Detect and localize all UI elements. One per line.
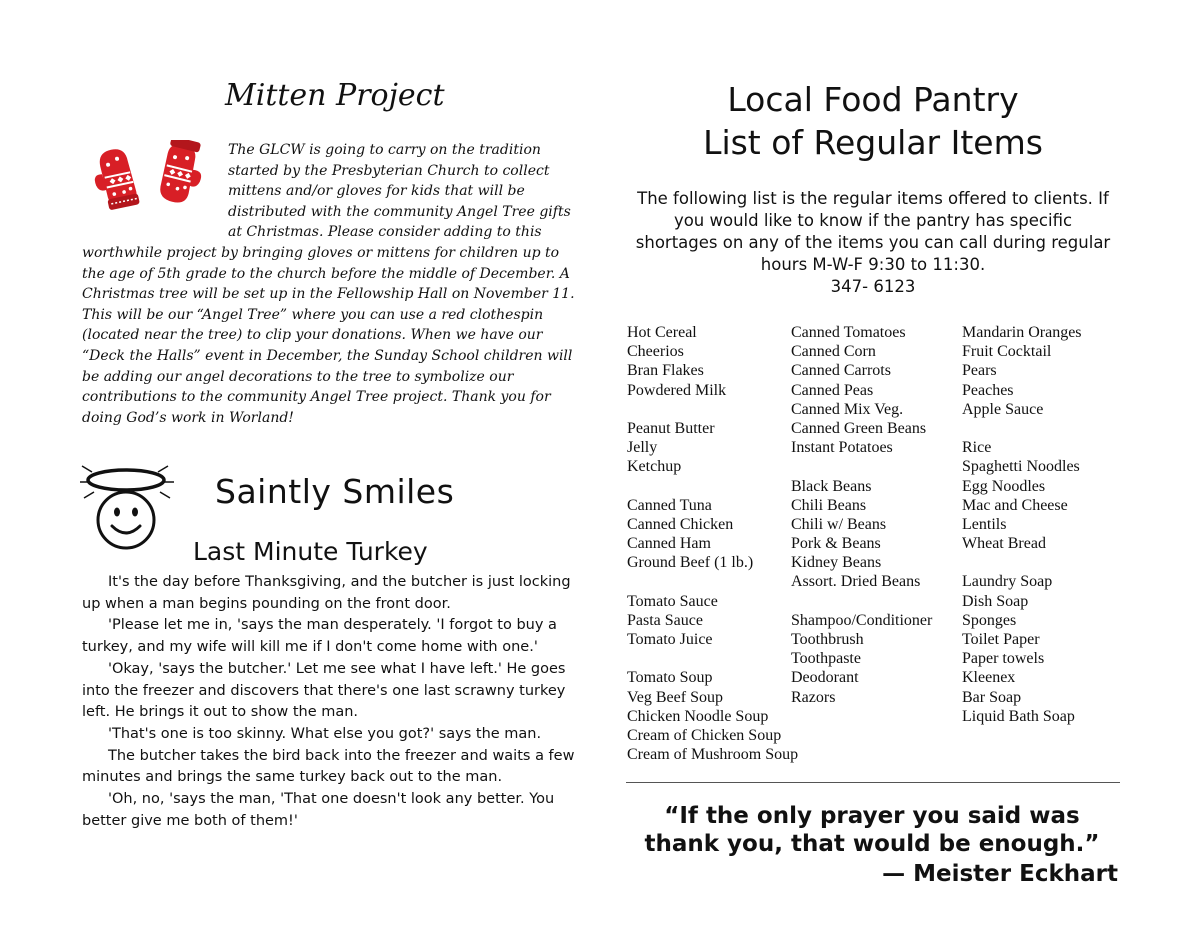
pantry-title-line2: List of Regular Items	[703, 123, 1043, 162]
pantry-item: Canned Mix Veg.	[791, 400, 904, 418]
pantry-item: Canned Tuna	[627, 496, 712, 514]
pantry-item: Canned Tomatoes	[791, 324, 906, 341]
pantry-item: Wheat Bread	[962, 535, 1046, 553]
pantry-item: Jelly	[627, 439, 658, 457]
pantry-intro: The following list is the regular items offered to clients. If you would like to know if the pantry has specific shortages on any of the items you can call during regular hours M-W-F 9:30 to 11:30.	[635, 189, 1111, 274]
pantry-item: Razors	[791, 688, 836, 706]
pantry-item: Paper towels	[962, 650, 1045, 668]
quote-line1: “If the only prayer you said was	[664, 803, 1080, 829]
pantry-spacer	[962, 553, 1082, 572]
quote	[626, 802, 1118, 858]
pantry-item: Bran Flakes	[627, 362, 704, 380]
pantry-item: Hot Cereal	[627, 324, 697, 341]
divider	[626, 782, 1120, 783]
pantry-item: Canned Carrots	[791, 362, 891, 380]
story-paragraph: It's the day before Thanksgiving, and the butcher is just locking up when a man begins pounding on the front door.	[82, 574, 571, 612]
pantry-item: Spaghetti Noodles	[962, 458, 1080, 476]
pantry-item: Canned Chicken	[627, 515, 734, 533]
mitten-project-text: The GLCW is going to carry on the tradition started by the Presbyterian Church to collect mittens and/or gloves for kids that will be distributed with the community Angel Tree gifts at Christmas. Please consider adding to this worthwhile project by bringing gloves or mittens for children up to the age of 5th grade to the church before the middle of December. A Christmas tree will be set up in the Fellowship Hall on November 11. This will be our “Angel Tree” where you can use a red clothespin (located near the tree) to clip your donations. When we have our “Deck the Halls” event in December, the Sunday School children will be adding our angel decorations to the tree to symbolize our contributions to the community Angel Tree project. Thank you for doing God’s work in Worland!	[82, 142, 575, 426]
pantry-item: Cream of Mushroom Soup	[627, 746, 799, 764]
pantry-item: Lentils	[962, 515, 1007, 533]
pantry-spacer	[627, 477, 798, 496]
pantry-item: Powdered Milk	[627, 381, 727, 399]
pantry-item: Rice	[962, 439, 992, 457]
pantry-item: Pears	[962, 362, 997, 380]
pantry-item: Canned Ham	[627, 535, 711, 553]
quote-line2: thank you, that would be enough.”	[644, 831, 1100, 857]
pantry-item: Sponges	[962, 611, 1017, 629]
mitten-project-title: Mitten Project	[225, 78, 445, 113]
pantry-phone: 347- 6123	[830, 277, 916, 296]
pantry-item: Shampoo/Conditioner	[791, 611, 933, 629]
story-paragraph: 'That's one is too skinny. What else you got?' says the man.	[108, 725, 542, 742]
pantry-item: Canned Green Beans	[791, 419, 927, 437]
pantry-items-column-3	[962, 323, 1082, 726]
pantry-item: Toilet Paper	[962, 631, 1040, 648]
pantry-items-column-1	[627, 323, 798, 764]
pantry-item: Ketchup	[627, 458, 682, 476]
pantry-item: Egg Noodles	[962, 477, 1046, 495]
pantry-item: Peanut Butter	[627, 419, 715, 437]
pantry-item: Deodorant	[791, 669, 859, 687]
pantry-item: Liquid Bath Soap	[962, 707, 1075, 725]
story-paragraph: 'Oh, no, 'says the man, 'That one doesn't look any better. You better give me both of them!'	[82, 791, 555, 829]
story-paragraph: 'Okay, 'says the butcher.' Let me see what I have left.' He goes into the freezer and discovers that there's one last scrawny turkey left. He brings it out to show the man.	[82, 660, 566, 721]
pantry-spacer	[791, 592, 932, 611]
pantry-spacer	[627, 400, 798, 419]
pantry-item: Cheerios	[627, 343, 684, 361]
pantry-item: Tomato Soup	[627, 669, 713, 687]
pantry-item: Pasta Sauce	[627, 611, 703, 629]
saintly-smiles-title: Saintly Smiles	[215, 472, 455, 511]
pantry-spacer	[627, 572, 798, 591]
pantry-item: Bar Soap	[962, 688, 1022, 706]
pantry-item: Tomato Juice	[627, 631, 713, 648]
quote-author: — Meister Eckhart	[882, 861, 1118, 887]
pantry-spacer	[962, 419, 1082, 438]
pantry-item: Fruit Cocktail	[962, 343, 1052, 361]
pantry-title	[626, 78, 1120, 164]
pantry-item: Chicken Noodle Soup	[627, 707, 769, 725]
story-paragraph: The butcher takes the bird back into the freezer and waits a few minutes and brings the same turkey back out to the man.	[82, 747, 575, 786]
pantry-item: Ground Beef (1 lb.)	[627, 554, 754, 572]
pantry-item: Apple Sauce	[962, 400, 1044, 418]
pantry-item: Kidney Beans	[791, 554, 882, 572]
pantry-item: Dish Soap	[962, 592, 1029, 610]
story-paragraph: 'Please let me in, 'says the man desperately. 'I forgot to buy a turkey, and my wife will kill me if I don't come home with one.'	[82, 617, 557, 656]
story-body	[82, 572, 577, 832]
pantry-title-line1: Local Food Pantry	[727, 80, 1019, 119]
story-title: Last Minute Turkey	[193, 537, 428, 566]
pantry-spacer	[627, 649, 798, 668]
pantry-item: Mandarin Oranges	[962, 324, 1082, 341]
pantry-item: Canned Peas	[791, 381, 874, 399]
pantry-item: Chili Beans	[791, 496, 867, 514]
pantry-item: Peaches	[962, 381, 1014, 399]
pantry-spacer	[791, 457, 932, 476]
pantry-item: Cream of Chicken Soup	[627, 726, 782, 744]
pantry-item: Pork & Beans	[791, 535, 881, 553]
pantry-item: Tomato Sauce	[627, 592, 718, 610]
pantry-item: Mac and Cheese	[962, 496, 1068, 514]
pantry-item: Toothbrush	[791, 631, 864, 648]
pantry-item: Kleenex	[962, 669, 1016, 687]
smiley-halo-icon	[80, 460, 176, 560]
pantry-item: Toothpaste	[791, 650, 861, 668]
red-mittens-icon	[88, 140, 213, 220]
pantry-item: Instant Potatoes	[791, 439, 893, 457]
pantry-item: Canned Corn	[791, 343, 876, 361]
pantry-item: Assort. Dried Beans	[791, 573, 921, 591]
pantry-item: Chili w/ Beans	[791, 515, 887, 533]
pantry-items-column-2	[791, 323, 932, 707]
pantry-item: Black Beans	[791, 477, 872, 495]
pantry-item: Laundry Soap	[962, 573, 1053, 591]
pantry-item: Veg Beef Soup	[627, 688, 723, 706]
